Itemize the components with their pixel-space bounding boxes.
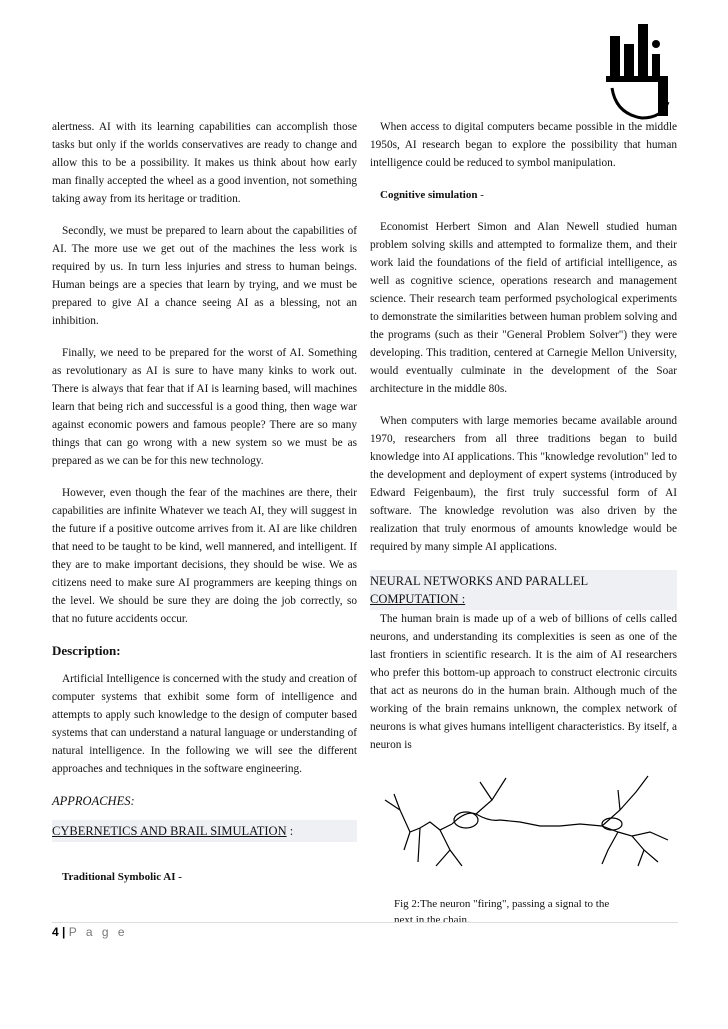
symbolic-ai-heading: Traditional Symbolic AI - (62, 871, 182, 883)
cybernetics-heading-suffix: : (286, 824, 294, 838)
left-paragraph-2: Secondly, we must be prepared to learn about the capabilities of AI. The more use we get out of the machines the less work is required by us. In turn less injuries and stress to human beings. Human beings are a species that learn by trying, and we must be prepared to give AI a chance seeing AI as a blessing, not an inhibition. (52, 225, 357, 327)
left-column (52, 118, 357, 900)
left-paragraph-4: However, even though the fear of the machines are there, their capabilities are infinite Whatever we teach AI, they will suggest in the future if a positive outcome arrives from it. AI are like children that need to be taught to be kind, well mannered, and intelligent. If they are to make important decisions, they should be wise. We as citizens need to make sure AI programmers are keeping things on the level. We should be sure they are doing the job correctly, so that no future accidents occur. (52, 487, 357, 625)
neural-networks-heading (370, 570, 677, 610)
footer-separator: | (58, 925, 69, 939)
cybernetics-heading (52, 820, 357, 842)
cybernetics-heading-text: CYBERNETICS AND BRAIL SIMULATION (52, 824, 287, 838)
right-paragraph-1: When access to digital computers became possible in the middle 1950s, AI research began to explore the possibility that human intelligence could be reduced to symbol manipulation. (370, 121, 677, 169)
right-paragraph-2: Economist Herbert Simon and Alan Newell studied human problem solving skills and attempted to formalize them, and their work laid the foundations of the field of artificial intelligence, as well as cognitive science, operations research and management science. Their research team performed psychological experiments to demonstrate the similarities between human problem solving and the programs (such as their "General Problem Solver") they were developing. This tradition, centered at Carnegie Mellon University, would eventually culminate in the development of the Soar architecture in the middle 80s. (370, 221, 677, 395)
description-heading: Description: (52, 643, 121, 658)
cognitive-simulation-heading (380, 186, 677, 204)
approaches-heading: APPROACHES: (52, 794, 135, 808)
left-paragraph-3: Finally, we need to be prepared for the worst of AI. Something as revolutionary as AI is sure to have many kinks to work out. There is always that fear that if AI is learning based, will machines learn that being rich and successful is a good thing, then wage war against economic powers and famous people? There are so many things that can go wrong with a new system so we must be as prepared as we can be for this new technology. (52, 347, 357, 467)
neuron-illustration (380, 770, 680, 870)
right-paragraph-4: The human brain is made up of a web of billions of cells called neurons, and understanding its complexities is seen as one of the last frontiers in scientific research. It is the aim of AI researchers who prefer this bottom-up approach to construct electronic circuits that act as neurons do in the human brain. Although much of the working of the brain remains unknown, the complex network of neurons is what gives humans intelligent characteristics. By itself, a neuron is (370, 613, 677, 751)
page-footer (52, 922, 678, 939)
neural-heading-line-2: COMPUTATION : (370, 592, 466, 606)
page-number: 4 (52, 925, 59, 939)
left-paragraph-5: Artificial Intelligence is concerned with the study and creation of computer systems that exhibit some form of intelligence and attempts to apply such knowledge to the design of computer based systems that can understand a natural language or understanding of natural intelligence. In the following we will see the different approaches and techniques in the software engineering. (52, 673, 357, 775)
caption-line-1: Fig 2:The neuron "firing", passing a signal to the (394, 898, 610, 910)
cognitive-heading-suffix: - (477, 189, 484, 201)
right-column (370, 118, 677, 928)
left-paragraph-1: alertness. AI with its learning capabilities can accomplish those tasks but only if the worlds conservatives are ready to change and allow this to be a possibility. It makes us think about how early man finally accepted the wheel as a good invention, not something taking away from its heritage or tradition. (52, 121, 357, 205)
page-label: P a g e (68, 925, 128, 939)
cognitive-heading-text: Cognitive simulation (380, 189, 478, 201)
right-paragraph-3: When computers with large memories became available around 1970, researchers from all three traditions began to build knowledge into AI applications. This "knowledge revolution" led to the development and deployment of expert systems (introduced by Edward Feigenbaum), the first truly successful form of AI software. The knowledge revolution was also driven by the realization that truly enormous of amounts knowledge would be required by many simple AI applications. (370, 415, 677, 553)
caption-line-2: next in the chain. (394, 914, 470, 926)
institution-logo (602, 14, 682, 124)
neural-heading-line-1: NEURAL NETWORKS AND PARALLEL (370, 574, 589, 588)
